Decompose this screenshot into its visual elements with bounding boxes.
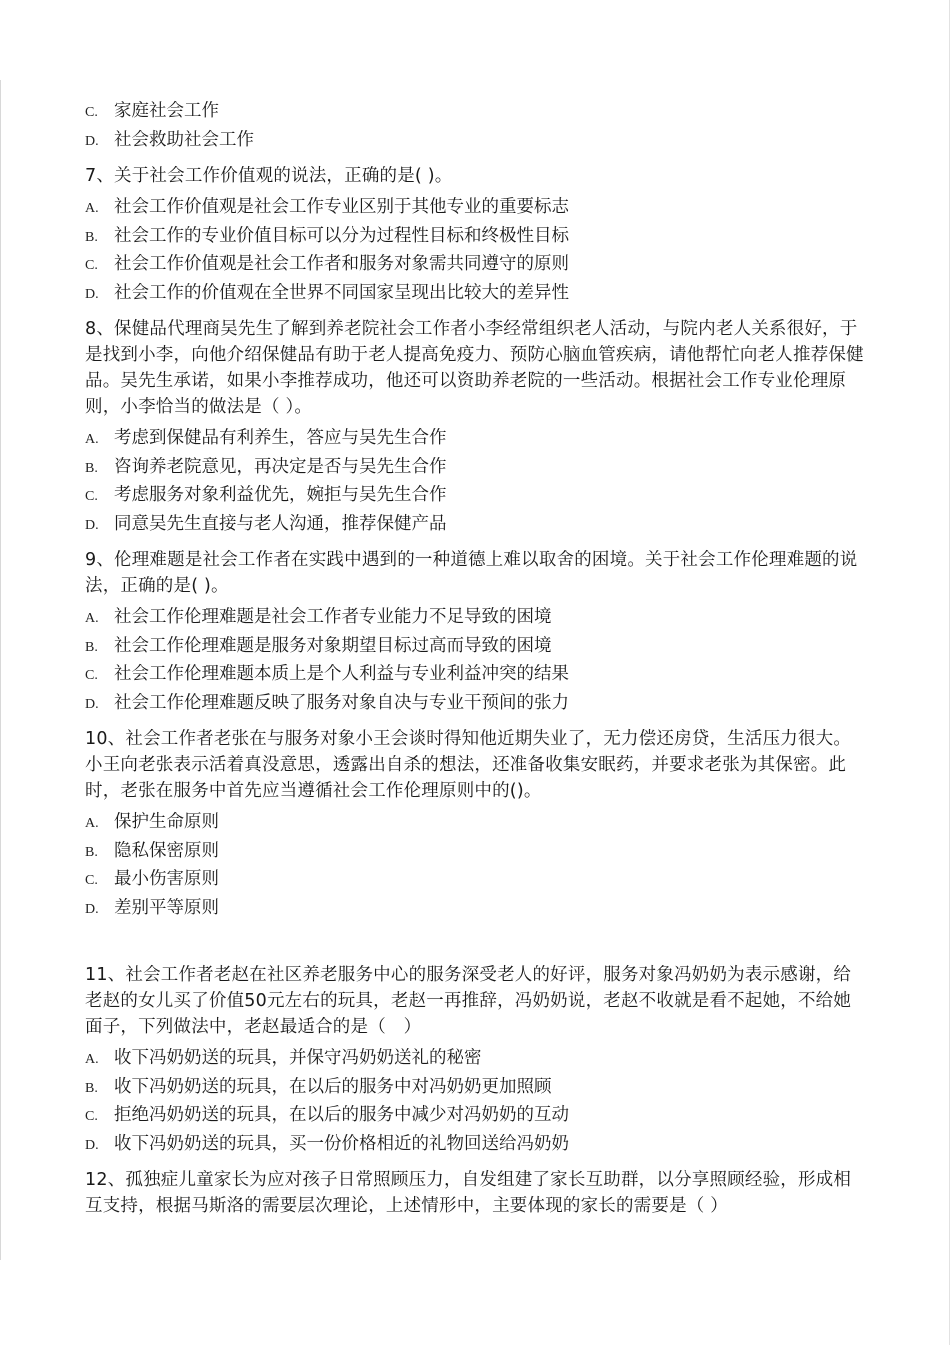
option-c: C. 考虑服务对象利益优先，婉拒与吴先生合作 bbox=[85, 485, 447, 505]
option-b: B. 社会工作伦理难题是服务对象期望目标过高而导致的困境 bbox=[85, 635, 552, 656]
question-stem: 12、孤独症儿童家长为应对孩子日常照顾压力，自发组建了家长互助群，以分享照顾经验，形成相互支持，根据马斯洛的需要层次理论，上述情形中，主要体现的家长的需要是（ ） bbox=[85, 1170, 852, 1216]
question-11 bbox=[85, 962, 865, 1158]
option-b: B. 收下冯奶奶送的玩具，在以后的服务中对冯奶奶更加照顾 bbox=[85, 1076, 552, 1097]
option-d: D. 收下冯奶奶送的玩具，买一份价格相近的礼物回送给冯奶奶 bbox=[85, 1133, 569, 1154]
question-stem: 9、伦理难题是社会工作者在实践中遇到的一种道德上难以取舍的困境。关于社会工作伦理难题的说法，正确的是( )。 bbox=[85, 550, 858, 596]
option-a: A. 收下冯奶奶送的玩具，并保守冯奶奶送礼的秘密 bbox=[85, 1048, 482, 1068]
question-stem: 8、保健品代理商吴先生了解到养老院社会工作者小李经常组织老人活动，与院内老人关系很好，于是找到小李，向他介绍保健品有助于老人提高免疫力、预防心脑血管疾病，请他帮忙向老人推荐保健品。吴先生承诺，如果小李推荐成功，他还可以资助养老院的一些活动。根据社会工作专业伦理原则，小李恰当的做法是（ ）。 bbox=[85, 319, 864, 417]
option-c: C. 社会工作伦理难题本质上是个人利益与专业利益冲突的结果 bbox=[85, 664, 569, 684]
option-b: B. 咨询养老院意见，再决定是否与吴先生合作 bbox=[85, 456, 447, 477]
option-c: C. 最小伤害原则 bbox=[85, 869, 219, 889]
question-stem: 7、关于社会工作价值观的说法，正确的是( )。 bbox=[85, 166, 453, 186]
option-c: C. 家庭社会工作 bbox=[85, 101, 219, 121]
option-d: D. 社会工作的价值观在全世界不同国家呈现出比较大的差异性 bbox=[85, 282, 569, 303]
option-c: C. 社会工作价值观是社会工作者和服务对象需共同遵守的原则 bbox=[85, 254, 569, 274]
question-12 bbox=[85, 1167, 865, 1219]
question-10 bbox=[85, 726, 865, 922]
question-7 bbox=[85, 163, 865, 307]
option-a: A. 社会工作伦理难题是社会工作者专业能力不足导致的困境 bbox=[85, 607, 552, 627]
option-a: A. 保护生命原则 bbox=[85, 812, 219, 832]
question-stem: 10、社会工作者老张在与服务对象小王会谈时得知他近期失业了，无力偿还房贷，生活压力很大。小王向老张表示活着真没意思，透露出自杀的想法，还准备收集安眠药，并要求老张为其保密。此时，老张在服务中首先应当遵循社会工作伦理原则中的()。 bbox=[85, 729, 852, 801]
option-b: B. 社会工作的专业价值目标可以分为过程性目标和终极性目标 bbox=[85, 225, 569, 246]
exam-content bbox=[85, 97, 865, 1223]
option-b: B. 隐私保密原则 bbox=[85, 840, 219, 861]
page-left-edge bbox=[0, 80, 1, 1260]
option-d: D. 社会救助社会工作 bbox=[85, 129, 254, 150]
question-8 bbox=[85, 316, 865, 538]
option-d: D. 同意吴先生直接与老人沟通，推荐保健产品 bbox=[85, 513, 447, 534]
option-d: D. 差别平等原则 bbox=[85, 897, 219, 918]
question-9 bbox=[85, 547, 865, 717]
option-a: A. 考虑到保健品有利养生，答应与吴先生合作 bbox=[85, 428, 447, 448]
question-stem: 11、社会工作者老赵在社区养老服务中心的服务深受老人的好评，服务对象冯奶奶为表示感谢，给老赵的女儿买了价值50元左右的玩具，老赵一再推辞，冯奶奶说，老赵不收就是看不起她，不给她面子，下列做法中，老赵最适合的是（ ） bbox=[85, 965, 852, 1037]
option-c: C. 拒绝冯奶奶送的玩具，在以后的服务中减少对冯奶奶的互动 bbox=[85, 1105, 569, 1125]
option-d: D. 社会工作伦理难题反映了服务对象自决与专业干预间的张力 bbox=[85, 692, 569, 713]
question-6-tail-options bbox=[85, 97, 865, 154]
option-a: A. 社会工作价值观是社会工作专业区别于其他专业的重要标志 bbox=[85, 197, 569, 217]
